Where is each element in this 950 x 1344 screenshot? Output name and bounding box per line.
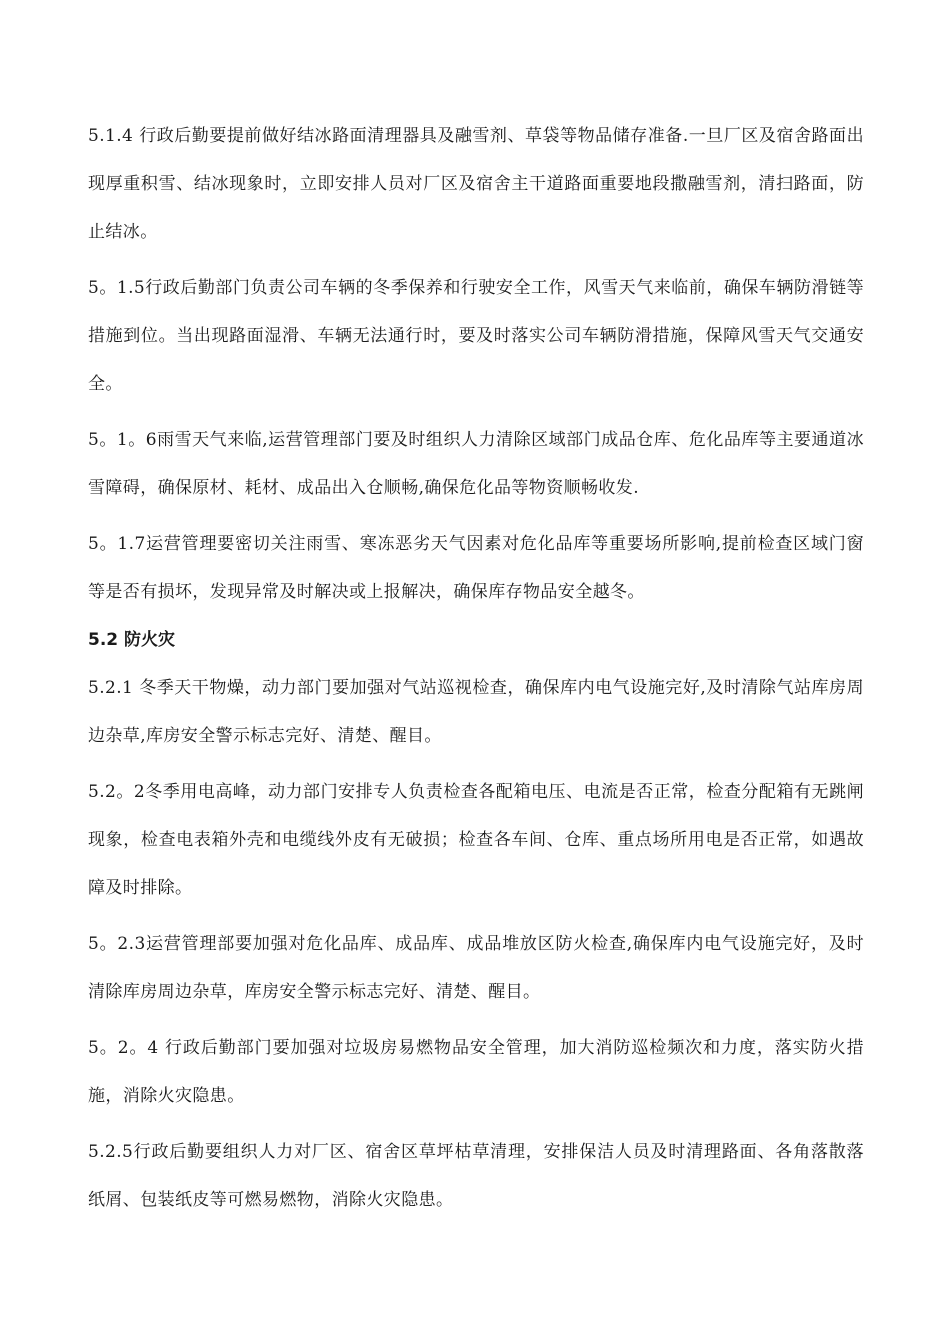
paragraph-5-1-4: 5.1.4 行政后勤要提前做好结冰路面清理器具及融雪剂、草袋等物品储存准备.一旦厂区及宿舍路面出现厚重积雪、结冰现象时，立即安排人员对厂区及宿舍主干道路面重要地段撒融雪剂，清扫路面，防止结冰。 [88,126,864,242]
paragraph-5-2-3: 5。2.3运营管理部要加强对危化品库、成品库、成品堆放区防火检查,确保库内电气设施完好，及时清除库房周边杂草，库房安全警示标志完好、清楚、醒目。 [88,934,864,1002]
section-heading-5-2: 5.2 防火灾 [88,630,176,650]
paragraph-5-2-2: 5.2。2冬季用电高峰，动力部门安排专人负责检查各配箱电压、电流是否正常，检查分配箱有无跳闸现象，检查电表箱外壳和电缆线外皮有无破损；检查各车间、仓库、重点场所用电是否正常，如遇故障及时排除。 [88,782,864,898]
paragraph-5-2-4: 5。2。4 行政后勤部门要加强对垃圾房易燃物品安全管理，加大消防巡检频次和力度，落实防火措施，消除火灾隐患。 [88,1038,864,1106]
paragraph-5-2-5: 5.2.5行政后勤要组织人力对厂区、宿舍区草坪枯草清理，安排保洁人员及时清理路面、各角落散落纸屑、包装纸皮等可燃易燃物，消除火灾隐患。 [88,1142,864,1210]
paragraph-5-1-6: 5。1。6雨雪天气来临,运营管理部门要及时组织人力清除区域部门成品仓库、危化品库等主要通道冰雪障碍，确保原材、耗材、成品出入仓顺畅,确保危化品等物资顺畅收发. [88,430,864,498]
paragraph-5-2-1: 5.2.1 冬季天干物燥，动力部门要加强对气站巡视检查，确保库内电气设施完好,及时清除气站库房周边杂草,库房安全警示标志完好、清楚、醒目。 [88,678,864,746]
document-body [88,118,864,1232]
paragraph-5-1-7: 5。1.7运营管理要密切关注雨雪、寒冻恶劣天气因素对危化品库等重要场所影响,提前检查区域门窗等是否有损坏，发现异常及时解决或上报解决，确保库存物品安全越冬。 [88,534,864,602]
paragraph-5-1-5: 5。1.5行政后勤部门负责公司车辆的冬季保养和行驶安全工作，风雪天气来临前，确保车辆防滑链等措施到位。当出现路面湿滑、车辆无法通行时，要及时落实公司车辆防滑措施，保障风雪天气交通安全。 [88,278,864,394]
